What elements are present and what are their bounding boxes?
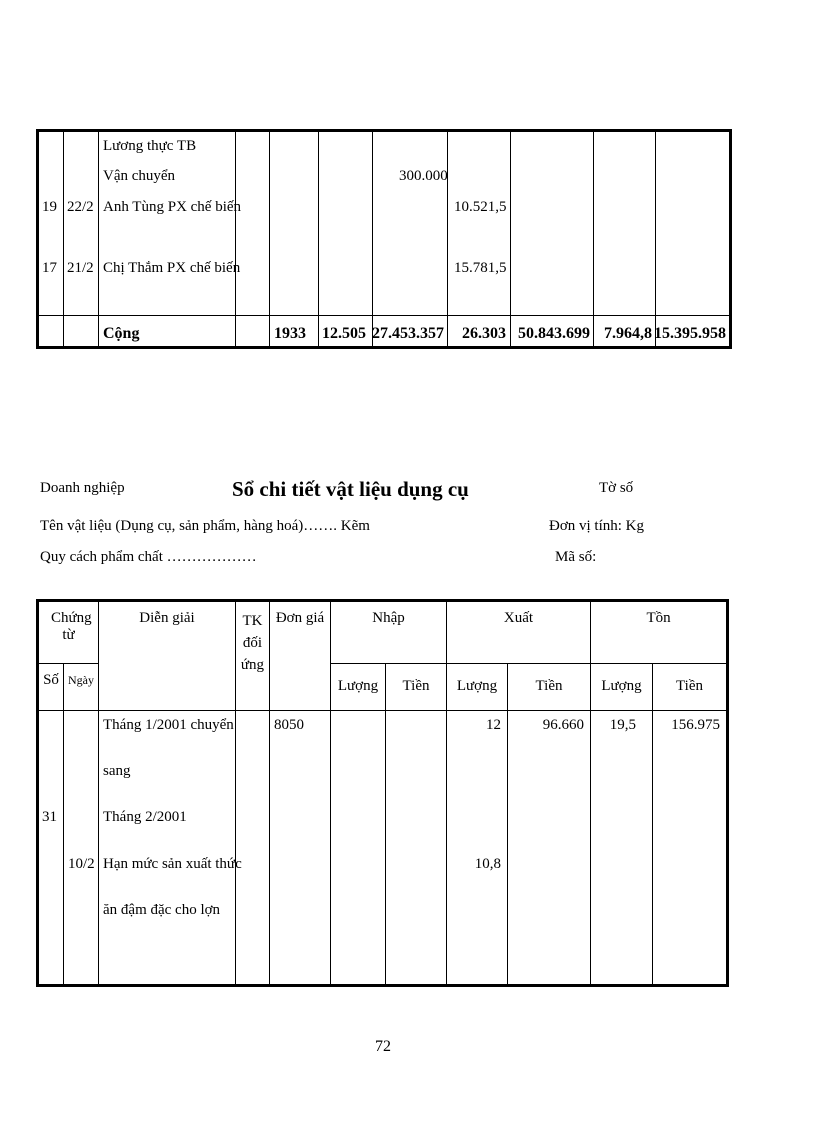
detail-don-gia-column xyxy=(270,711,331,986)
total-row xyxy=(38,316,731,348)
desc-line-5: ăn đậm đặc cho lợn xyxy=(103,902,221,918)
xuat-luong-header: Lượng xyxy=(447,664,508,711)
dien-giai-column xyxy=(99,131,242,316)
ngay-header: Ngày xyxy=(64,664,99,711)
row-19-nhap-tien: 300.000 xyxy=(399,168,448,184)
ton-tien-value: 156.975 xyxy=(671,717,721,733)
ngay-column xyxy=(64,131,99,316)
total-nhap-luong: 12.505 xyxy=(322,325,366,342)
total-label: Cộng xyxy=(103,325,140,342)
xuat-luong-value-1: 12 xyxy=(486,717,501,733)
tk-column xyxy=(236,131,270,316)
nhap-luong-header: Lượng xyxy=(331,664,386,711)
company-label: Doanh nghiệp xyxy=(40,480,125,496)
material-name-label: Tên vật liệu (Dụng cụ, sản phẩm, hàng hoá)……. Kẽm xyxy=(40,518,370,534)
header-row-1 xyxy=(38,601,728,664)
page-title: Sổ chi tiết vật liệu dụng cụ xyxy=(232,477,469,501)
ton-luong-column xyxy=(594,131,656,316)
don-gia-value: 8050 xyxy=(274,717,304,733)
nhap-luong-column xyxy=(319,131,373,316)
desc-line-4: Hạn mức sản xuất thức xyxy=(103,856,242,872)
top-table-body-row xyxy=(38,131,731,316)
row-19-xuat-luong: 10.521,5 xyxy=(454,199,507,215)
nhap-tien-header: Tiền xyxy=(386,664,447,711)
nhap-tien-column xyxy=(373,131,448,316)
detail-body-row xyxy=(38,711,728,986)
desc-line-1: Tháng 1/2001 chuyển xyxy=(103,717,234,733)
row-17-ngay: 21/2 xyxy=(67,260,94,276)
sheet-number-label: Tờ số xyxy=(599,480,634,496)
xuat-luong-column xyxy=(448,131,511,316)
don-gia-column xyxy=(270,131,319,316)
unit-label: Đơn vị tính: Kg xyxy=(549,518,645,534)
row-17-xuat-luong: 15.781,5 xyxy=(454,260,507,276)
detail-dien-giai-column xyxy=(99,711,242,986)
ton-luong-header: Lượng xyxy=(591,664,653,711)
code-label: Mã số: xyxy=(555,549,597,565)
row-19-line-3: Anh Tùng PX chế biến xyxy=(103,199,242,215)
so-column xyxy=(38,131,64,316)
ton-tien-header: Tiền xyxy=(653,664,728,711)
row-31-so: 31 xyxy=(42,809,57,825)
spec-label: Quy cách phẩm chất ……………… xyxy=(40,549,257,565)
detail-so-column xyxy=(38,711,64,986)
detail-nhap-luong-column xyxy=(331,711,386,986)
ton-header: Tồn xyxy=(591,601,728,664)
total-xuat-luong: 26.303 xyxy=(462,325,506,342)
detail-ton-tien-column xyxy=(653,711,728,986)
xuat-luong-value-2: 10,8 xyxy=(474,856,501,872)
total-xuat-tien: 50.843.699 xyxy=(518,325,590,342)
row-19-line-2: Vận chuyển xyxy=(103,168,176,184)
row-19-line-1: Lương thực TB xyxy=(103,138,197,154)
detail-ton-luong-column xyxy=(591,711,653,986)
don-gia-header: Đơn giá xyxy=(270,601,331,711)
row-19-so: 19 xyxy=(42,199,57,215)
xuat-tien-value: 96.660 xyxy=(542,717,585,733)
top-ledger-table xyxy=(36,129,732,349)
xuat-tien-column xyxy=(511,131,594,316)
page-number: 72 xyxy=(375,1038,391,1055)
so-header: Số xyxy=(38,664,64,711)
detail-xuat-tien-column xyxy=(508,711,591,986)
desc-line-2: sang xyxy=(103,763,131,779)
desc-line-3: Tháng 2/2001 xyxy=(103,809,187,825)
ton-tien-column xyxy=(656,131,731,316)
row-19-ngay: 22/2 xyxy=(67,199,94,215)
total-ton-tien: 15.395.958 xyxy=(654,325,726,342)
row-17-so: 17 xyxy=(42,260,57,276)
detail-tk-column xyxy=(236,711,270,986)
total-ton-luong: 7.964,8 xyxy=(604,325,652,342)
row-17-line-1: Chị Thắm PX chế biến xyxy=(103,260,241,276)
dien-giai-header: Diễn giải xyxy=(99,601,236,711)
row-10-2-ngay: 10/2 xyxy=(68,856,95,872)
total-don-gia: 1933 xyxy=(274,325,306,342)
xuat-header: Xuất xyxy=(447,601,591,664)
tk-doi-ung-header: TK đối ứng xyxy=(236,601,270,711)
material-detail-table xyxy=(36,599,729,987)
detail-nhap-tien-column xyxy=(386,711,447,986)
detail-ngay-column xyxy=(64,711,99,986)
ton-luong-value: 19,5 xyxy=(609,717,637,733)
chung-tu-header: Chứng từ xyxy=(38,601,99,664)
xuat-tien-header: Tiền xyxy=(508,664,591,711)
nhap-header: Nhập xyxy=(331,601,447,664)
detail-xuat-luong-column xyxy=(447,711,508,986)
total-nhap-tien: 27.453.357 xyxy=(372,325,444,342)
